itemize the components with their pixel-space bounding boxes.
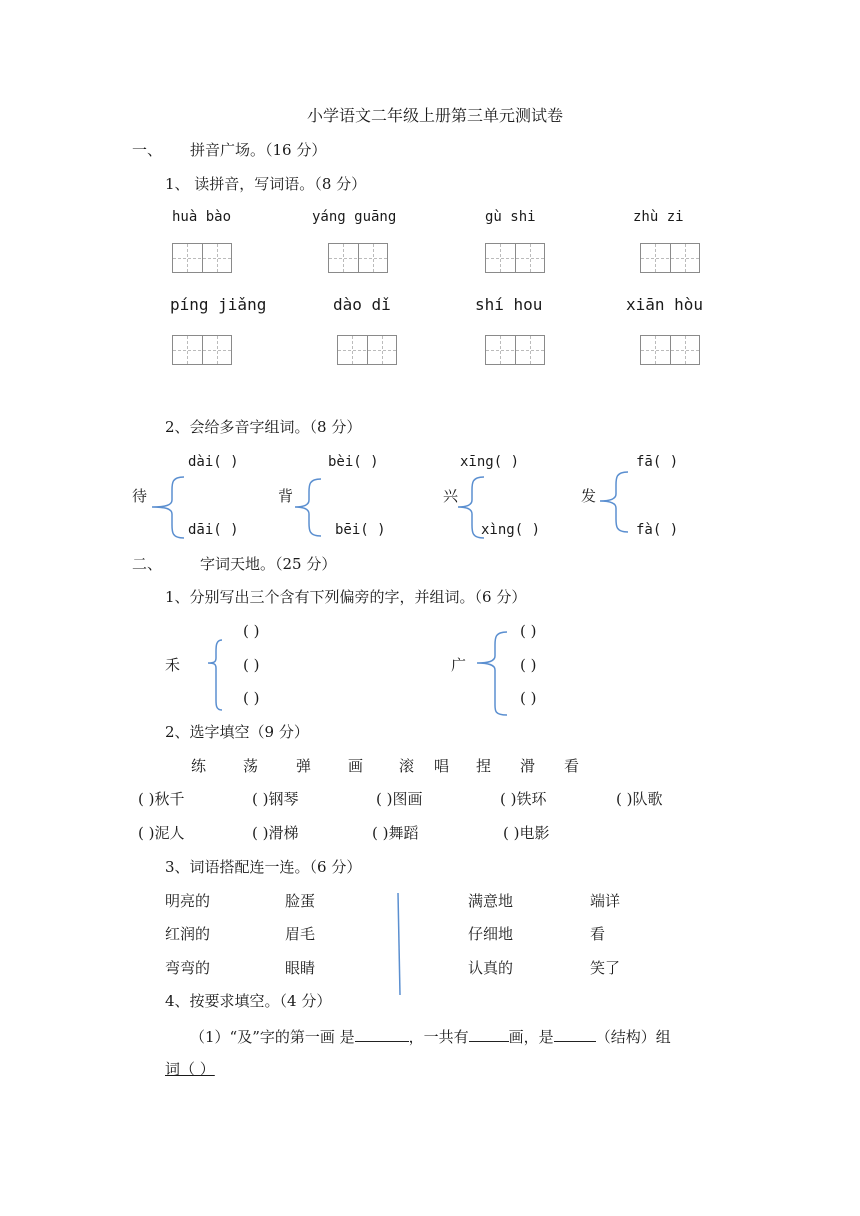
blank[interactable]: ( ) [243,689,260,707]
match-verb[interactable]: 看 [590,925,606,943]
option-char: 唱 [434,757,450,775]
polyphone-bottom: xìng( ) [481,522,541,538]
fill-item[interactable]: ( )铁环 [500,790,547,808]
polyphone-top: dài( ) [188,454,239,470]
answer-grid[interactable] [640,243,700,273]
section-1-heading: 拼音广场。（16 分） [190,141,327,159]
pinyin-yangguang: yáng guāng [312,209,397,225]
fill-item[interactable]: ( )图画 [376,790,423,808]
radical-guang: 广 [451,656,467,674]
pinyin-xianhou: xiān hòu [626,295,704,314]
q2-4-text-a: （1）“及”字的第一画 是 [190,1028,355,1046]
polyphone-top: fā( ) [636,454,679,470]
match-noun[interactable]: 眉毛 [285,925,316,943]
page-title: 小学语文二年级上册第三单元测试卷 [307,106,564,125]
brace-icon [600,472,628,532]
option-char: 捏 [476,757,492,775]
option-char: 滑 [520,757,536,775]
q2-label: 2、会给多音字组词。（8 分） [165,418,362,436]
q2-4-text-b: ，一共有 [408,1028,469,1046]
q2-3-label: 3、词语搭配连一连。（6 分） [165,858,362,876]
match-verb[interactable]: 端详 [590,892,621,910]
blank-line[interactable] [469,1027,509,1042]
match-noun[interactable]: 脸蛋 [285,892,316,910]
q2-1-label: 1、分别写出三个含有下列偏旁的字，并组词。（6 分） [165,588,527,606]
match-adjective[interactable]: 明亮的 [165,892,211,910]
option-char: 滚 [399,757,415,775]
fill-item[interactable]: ( )舞蹈 [372,824,419,842]
fill-item[interactable]: ( )钢琴 [252,790,299,808]
brace-icon [477,632,507,715]
q1-label: 1、 读拼音，写词语。（8 分） [165,175,367,193]
section-2-number: 二、 [132,555,163,573]
section-2-heading: 字词天地。（25 分） [200,555,337,573]
option-char: 看 [564,757,580,775]
blank[interactable]: ( ) [243,622,260,640]
q2-2-label: 2、选字填空（9 分） [165,723,309,741]
polyphone-top: xīng( ) [460,454,520,470]
option-char: 画 [348,757,364,775]
polyphone-char: 待 [132,487,148,505]
polyphone-char: 兴 [443,487,459,505]
match-adverb[interactable]: 仔细地 [468,925,514,943]
blank[interactable]: ( ) [243,656,260,674]
answer-grid[interactable] [172,243,232,273]
blank-line[interactable] [554,1027,596,1042]
answer-grid[interactable] [485,243,545,273]
match-adjective[interactable]: 红润的 [165,925,211,943]
polyphone-char: 发 [581,487,597,505]
q2-4-text-c: 画，是 [508,1028,554,1046]
brace-icon [152,477,184,538]
fill-item[interactable]: ( )队歌 [616,790,663,808]
pinyin-huabao: huà bào [172,209,232,225]
section-1-number: 一、 [132,141,163,159]
option-char: 弹 [296,757,312,775]
q2-4-text-d: （结构）组 [595,1028,671,1046]
brace-icon [295,479,321,536]
match-verb[interactable]: 笑了 [590,959,621,977]
q2-4-line2[interactable]: 词（ ） [165,1060,215,1078]
blank-line[interactable] [355,1027,409,1042]
polyphone-char: 背 [278,487,294,505]
polyphone-top: bèi( ) [328,454,379,470]
blank[interactable]: ( ) [520,622,537,640]
pinyin-zhuzi: zhù zi [633,209,684,225]
pinyin-shihou: shí hou [475,295,543,314]
blank[interactable]: ( ) [520,689,537,707]
blank[interactable]: ( ) [520,656,537,674]
fill-item[interactable]: ( )秋千 [138,790,185,808]
brace-icon [208,640,222,710]
answer-grid[interactable] [640,335,700,365]
fill-item[interactable]: ( )泥人 [138,824,185,842]
q2-4-line1 [190,1027,671,1046]
fill-item[interactable]: ( )滑梯 [252,824,299,842]
option-char: 荡 [243,757,259,775]
match-adverb[interactable]: 满意地 [468,892,514,910]
option-char: 练 [191,757,207,775]
match-adverb[interactable]: 认真的 [468,959,514,977]
polyphone-bottom: dāi( ) [188,522,239,538]
polyphone-bottom: bēi( ) [335,522,386,538]
q2-4-label: 4、按要求填空。（4 分） [165,992,332,1010]
match-adjective[interactable]: 弯弯的 [165,959,211,977]
answer-grid[interactable] [337,335,397,365]
answer-grid[interactable] [485,335,545,365]
pinyin-pingjiang: píng jiǎng [170,295,267,314]
match-noun[interactable]: 眼睛 [285,959,316,977]
fill-item[interactable]: ( )电影 [503,824,550,842]
answer-grid[interactable] [172,335,232,365]
match-line [398,893,400,995]
answer-grid[interactable] [328,243,388,273]
pinyin-gushi: gù shi [485,209,536,225]
radical-he: 禾 [165,656,181,674]
polyphone-bottom: fà( ) [636,522,679,538]
pinyin-daodi: dào dǐ [333,295,391,314]
